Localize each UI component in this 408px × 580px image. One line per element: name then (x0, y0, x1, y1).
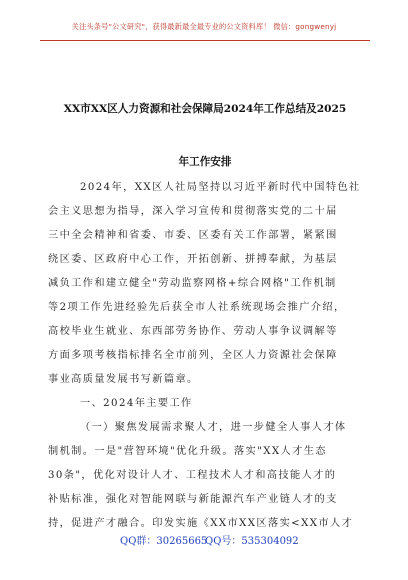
body-line: （一）聚焦发展需求聚人才，进一步健全人事人才体 (80, 422, 347, 433)
body-line: 制机制。一是"营智环境"优化升级。落实"XX人才生态 (48, 446, 327, 457)
section-heading: 一、2024年主要工作 (80, 398, 193, 409)
body-line: 方面多项考核指标排名全市前列，全区人力资源社会保障 (48, 350, 338, 361)
body-line: 补贴标准，强化对智能网联与新能源汽车产业链人才的支 (48, 494, 338, 505)
body-line: 持，促进产才融合。印发实施《XX市XX区落实<XX市人才 (48, 518, 354, 529)
body-line: 会主义思想为指导，深入学习宣传和贯彻落实党的二十届 (48, 206, 338, 217)
body-line: 高校毕业生就业、东西部劳务协作、劳动人事争议调解等 (48, 326, 338, 337)
footer-qq-number: QQ号：535304092 (205, 536, 299, 547)
body-line: 减负工作和建立健全"劳动监察网格+综合网格"工作机制 (48, 278, 337, 289)
body-line: 2024年，XX区人社局坚持以习近平新时代中国特色社 (80, 182, 361, 193)
body-line: 30条"，优化对设计人才、工程技术人才和高技能人才的 (48, 470, 337, 481)
body-line: 绕区委、区政府中心工作，开拓创新、拼搏奉献，为基层 (48, 254, 338, 265)
body-line: 事业高质量发展书写新篇章。 (48, 374, 199, 385)
body-line: 三中全会精神和省委、市委、区委有关工作部署，紧紧围 (48, 230, 338, 241)
footer-qq-group: QQ群：30265665 (120, 536, 208, 547)
document-title-line-1: XX市XX区人力资源和社会保障局2024年工作总结及2025 (63, 103, 347, 115)
top-banner: 关注头条号"公文研究"，获得最新最全最专业的公文资料库！ 微信：gongwenyj (71, 22, 337, 31)
body-line: 等2项工作先进经验先后获全市人社系统现场会推广介绍， (48, 302, 346, 313)
banner-divider (40, 40, 370, 41)
document-title-line-2: 年工作安排 (178, 156, 232, 168)
